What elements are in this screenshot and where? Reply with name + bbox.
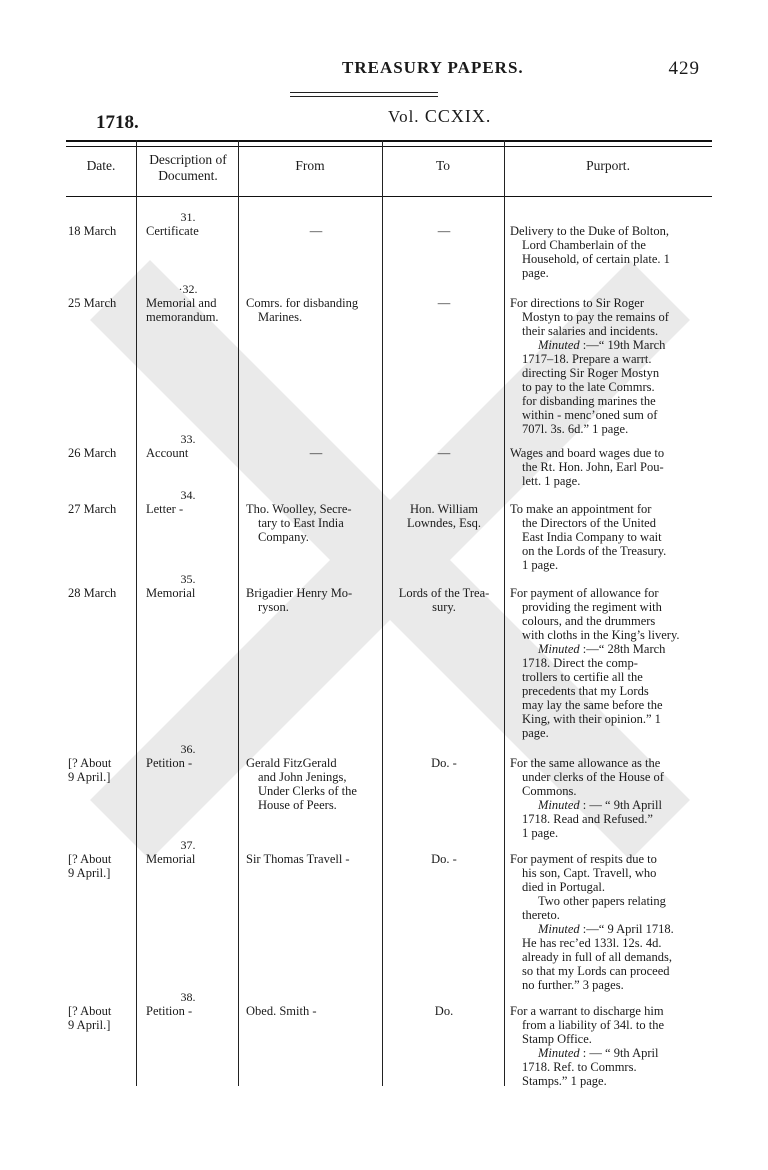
volume-prefix: Vol. — [388, 107, 420, 126]
from-cell — [246, 586, 386, 614]
description-cell — [146, 586, 238, 600]
records-table — [66, 140, 712, 1086]
description-cell-line: memorandum. — [146, 310, 219, 324]
description-cell-line: Petition - — [146, 756, 193, 770]
from-cell-line: Brigadier Henry Mo- — [246, 586, 353, 600]
page-title: TREASURY PAPERS. — [342, 58, 524, 77]
purport-cell-line: He has rec’ed 133l. 12s. 4d. — [522, 936, 662, 950]
description-cell-line: Letter - — [146, 502, 184, 516]
purport-cell-line: their salaries and incidents. — [522, 324, 659, 338]
purport-cell-line: on the Lords of the Treasury. — [522, 544, 667, 558]
to-cell-line: Do. - — [431, 756, 457, 770]
purport-cell-line: Minuted :—“ 28th March — [538, 642, 666, 656]
purport-cell-line: with cloths in the King’s livery. — [522, 628, 680, 642]
description-cell-line: Certificate — [146, 224, 199, 238]
year-heading: 1718. — [96, 112, 139, 133]
purport-cell-line: 707l. 3s. 6d.” 1 page. — [522, 422, 629, 436]
document-number: 33. — [180, 432, 196, 446]
purport-cell-line: may lay the same before the — [522, 698, 663, 712]
purport-cell-line: from a liability of 34l. to the — [522, 1018, 664, 1032]
purport-cell-line: under clerks of the House of — [522, 770, 664, 784]
purport-cell-line: 1 page. — [522, 826, 559, 840]
document-number: 37. — [180, 838, 196, 852]
to-cell-line: Lords of the Trea- — [398, 586, 490, 600]
date-cell-line: 26 March — [68, 446, 117, 460]
from-cell — [246, 224, 386, 238]
document-number: 34. — [180, 488, 196, 502]
date-cell-line: 9 April.] — [68, 1018, 111, 1032]
date-cell-line: 25 March — [68, 296, 117, 310]
from-cell — [246, 296, 386, 324]
from-cell-line: — — [309, 446, 323, 460]
document-number: ·32. — [178, 282, 198, 296]
description-cell — [146, 1004, 238, 1018]
purport-cell-line: Delivery to the Duke of Bolton, — [510, 224, 669, 238]
purport-cell — [510, 852, 706, 992]
purport-cell-line: already in full of all demands, — [522, 950, 672, 964]
header-purport: Purport. — [586, 158, 630, 173]
from-cell-line: Tho. Woolley, Secre- — [246, 502, 352, 516]
from-cell-line: ryson. — [258, 600, 289, 614]
title-rule — [290, 92, 438, 97]
from-cell-line: Obed. Smith - — [246, 1004, 317, 1018]
description-cell — [146, 852, 238, 866]
purport-cell — [510, 586, 706, 740]
date-cell-line: 9 April.] — [68, 866, 111, 880]
to-cell-line: — — [437, 224, 451, 238]
purport-cell-line: For payment of allowance for — [510, 586, 659, 600]
purport-cell-line: For the same allowance as the — [510, 756, 661, 770]
to-cell-line: Hon. William — [409, 502, 478, 516]
date-cell — [68, 852, 136, 880]
purport-cell-line: page. — [522, 726, 549, 740]
table-top-rule — [66, 140, 712, 147]
purport-cell-line: Stamps.” 1 page. — [522, 1074, 607, 1088]
purport-cell-line: Lord Chamberlain of the — [522, 238, 646, 252]
header-date: Date. — [86, 158, 116, 173]
from-cell-line: Sir Thomas Travell - — [246, 852, 350, 866]
from-cell-line: — — [309, 224, 323, 238]
purport-cell-line: lett. 1 page. — [522, 474, 581, 488]
volume-heading — [388, 106, 491, 127]
purport-cell-line: 1 page. — [522, 558, 559, 572]
document-number: 38. — [180, 990, 196, 1004]
to-cell — [390, 852, 498, 866]
date-cell — [68, 446, 136, 460]
description-cell — [146, 224, 238, 238]
to-cell-line: sury. — [432, 600, 456, 614]
header-to: To — [435, 158, 451, 173]
purport-cell-line: his son, Capt. Travell, who — [522, 866, 657, 880]
from-cell-line: Company. — [258, 530, 309, 544]
to-cell — [390, 224, 498, 238]
purport-cell-line: Stamp Office. — [522, 1032, 592, 1046]
description-cell-line: Account — [146, 446, 189, 460]
purport-cell-line: Minuted :—“ 9 April 1718. — [538, 922, 674, 936]
description-cell-line: Petition - — [146, 1004, 193, 1018]
date-cell — [68, 296, 136, 310]
document-number: 31. — [180, 210, 196, 224]
purport-cell-line: page. — [522, 266, 549, 280]
description-cell — [146, 446, 238, 460]
purport-cell-line: for disbanding marines the — [522, 394, 656, 408]
to-cell — [390, 446, 498, 460]
purport-cell-line: For a warrant to discharge him — [510, 1004, 664, 1018]
purport-cell — [510, 502, 706, 572]
header-description-line1: Description of — [149, 152, 227, 167]
purport-cell-line: 1718. Direct the comp- — [522, 656, 638, 670]
purport-cell — [510, 296, 706, 436]
column-divider — [504, 140, 505, 1086]
purport-cell-line: Minuted : — “ 9th April — [538, 1046, 659, 1060]
column-divider — [136, 140, 137, 1086]
to-cell — [390, 502, 498, 530]
description-cell — [146, 502, 238, 516]
date-cell — [68, 502, 136, 516]
date-cell-line: [? About — [68, 852, 112, 866]
header-from: From — [295, 158, 325, 173]
purport-cell-line: Household, of certain plate. 1 — [522, 252, 670, 266]
purport-cell-line: 1717–18. Prepare a warrt. — [522, 352, 652, 366]
to-cell-line: — — [437, 446, 451, 460]
purport-cell — [510, 1004, 706, 1088]
header-description-line2: Document. — [158, 168, 218, 183]
from-cell-line: tary to East India — [258, 516, 344, 530]
purport-cell-line: For directions to Sir Roger — [510, 296, 645, 310]
to-cell-line: Lowndes, Esq. — [407, 516, 481, 530]
purport-cell — [510, 756, 706, 840]
purport-cell-line: to pay to the late Commrs. — [522, 380, 655, 394]
purport-cell-line: no further.” 3 pages. — [522, 978, 624, 992]
to-cell — [390, 756, 498, 770]
column-divider — [238, 140, 239, 1086]
date-cell-line: 27 March — [68, 502, 117, 516]
from-cell — [246, 502, 386, 544]
purport-cell-line: colours, and the drummers — [522, 614, 656, 628]
purport-cell-line: For payment of respits due to — [510, 852, 657, 866]
to-cell — [390, 586, 498, 614]
purport-cell-line: precedents that my Lords — [522, 684, 649, 698]
purport-cell-line: directing Sir Roger Mostyn — [522, 366, 660, 380]
purport-cell-line: providing the regiment with — [522, 600, 662, 614]
volume-number: CCXIX. — [424, 106, 492, 126]
to-cell-line: — — [437, 296, 451, 310]
purport-cell-line: thereto. — [522, 908, 560, 922]
date-cell — [68, 224, 136, 238]
purport-cell-line: the Directors of the United — [522, 516, 656, 530]
description-cell-line: Memorial — [146, 852, 196, 866]
date-cell-line: 18 March — [68, 224, 117, 238]
from-cell-line: Under Clerks of the — [258, 784, 357, 798]
purport-cell — [510, 446, 706, 488]
purport-cell-line: Mostyn to pay the remains of — [522, 310, 669, 324]
from-cell-line: and John Jenings, — [258, 770, 347, 784]
to-cell-line: Do. - — [431, 852, 457, 866]
from-cell-line: Comrs. for disbanding — [246, 296, 359, 310]
date-cell — [68, 586, 136, 600]
from-cell — [246, 446, 386, 460]
purport-cell-line: King, with their opinion.” 1 — [522, 712, 661, 726]
date-cell-line: 9 April.] — [68, 770, 111, 784]
purport-cell-line: Commons. — [522, 784, 577, 798]
purport-cell-line: Wages and board wages due to — [510, 446, 665, 460]
date-cell — [68, 1004, 136, 1032]
description-cell — [146, 296, 238, 324]
purport-cell-line: so that my Lords can proceed — [522, 964, 670, 978]
description-cell-line: Memorial and — [146, 296, 217, 310]
purport-cell-line: Minuted : — “ 9th Aprill — [538, 798, 662, 812]
to-cell — [390, 1004, 498, 1018]
from-cell — [246, 852, 386, 866]
to-cell-line: Do. — [434, 1004, 454, 1018]
to-cell — [390, 296, 498, 310]
purport-cell-line: within - menc’oned sum of — [522, 408, 658, 422]
table-header-rule — [66, 196, 712, 197]
from-cell-line: Gerald FitzGerald — [246, 756, 337, 770]
purport-cell-line: Two other papers relating — [538, 894, 666, 908]
purport-cell-line: died in Portugal. — [522, 880, 605, 894]
page-number: 429 — [668, 58, 700, 79]
date-cell — [68, 756, 136, 784]
date-cell-line: [? About — [68, 756, 112, 770]
purport-cell-line: To make an appointment for — [510, 502, 652, 516]
purport-cell-line: East India Company to wait — [522, 530, 662, 544]
date-cell-line: [? About — [68, 1004, 112, 1018]
header-description — [138, 152, 238, 184]
document-number: 35. — [180, 572, 196, 586]
from-cell-line: House of Peers. — [258, 798, 337, 812]
description-cell — [146, 756, 238, 770]
purport-cell — [510, 224, 706, 280]
from-cell — [246, 1004, 386, 1018]
purport-cell-line: trollers to certifie all the — [522, 670, 643, 684]
running-head — [300, 58, 700, 82]
purport-cell-line: Minuted :—“ 19th March — [538, 338, 666, 352]
purport-cell-line: 1718. Read and Refused.” — [522, 812, 653, 826]
purport-cell-line: the Rt. Hon. John, Earl Pou- — [522, 460, 664, 474]
from-cell-line: Marines. — [258, 310, 303, 324]
from-cell — [246, 756, 386, 812]
date-cell-line: 28 March — [68, 586, 117, 600]
purport-cell-line: 1718. Ref. to Commrs. — [522, 1060, 637, 1074]
description-cell-line: Memorial — [146, 586, 196, 600]
document-number: 36. — [180, 742, 196, 756]
